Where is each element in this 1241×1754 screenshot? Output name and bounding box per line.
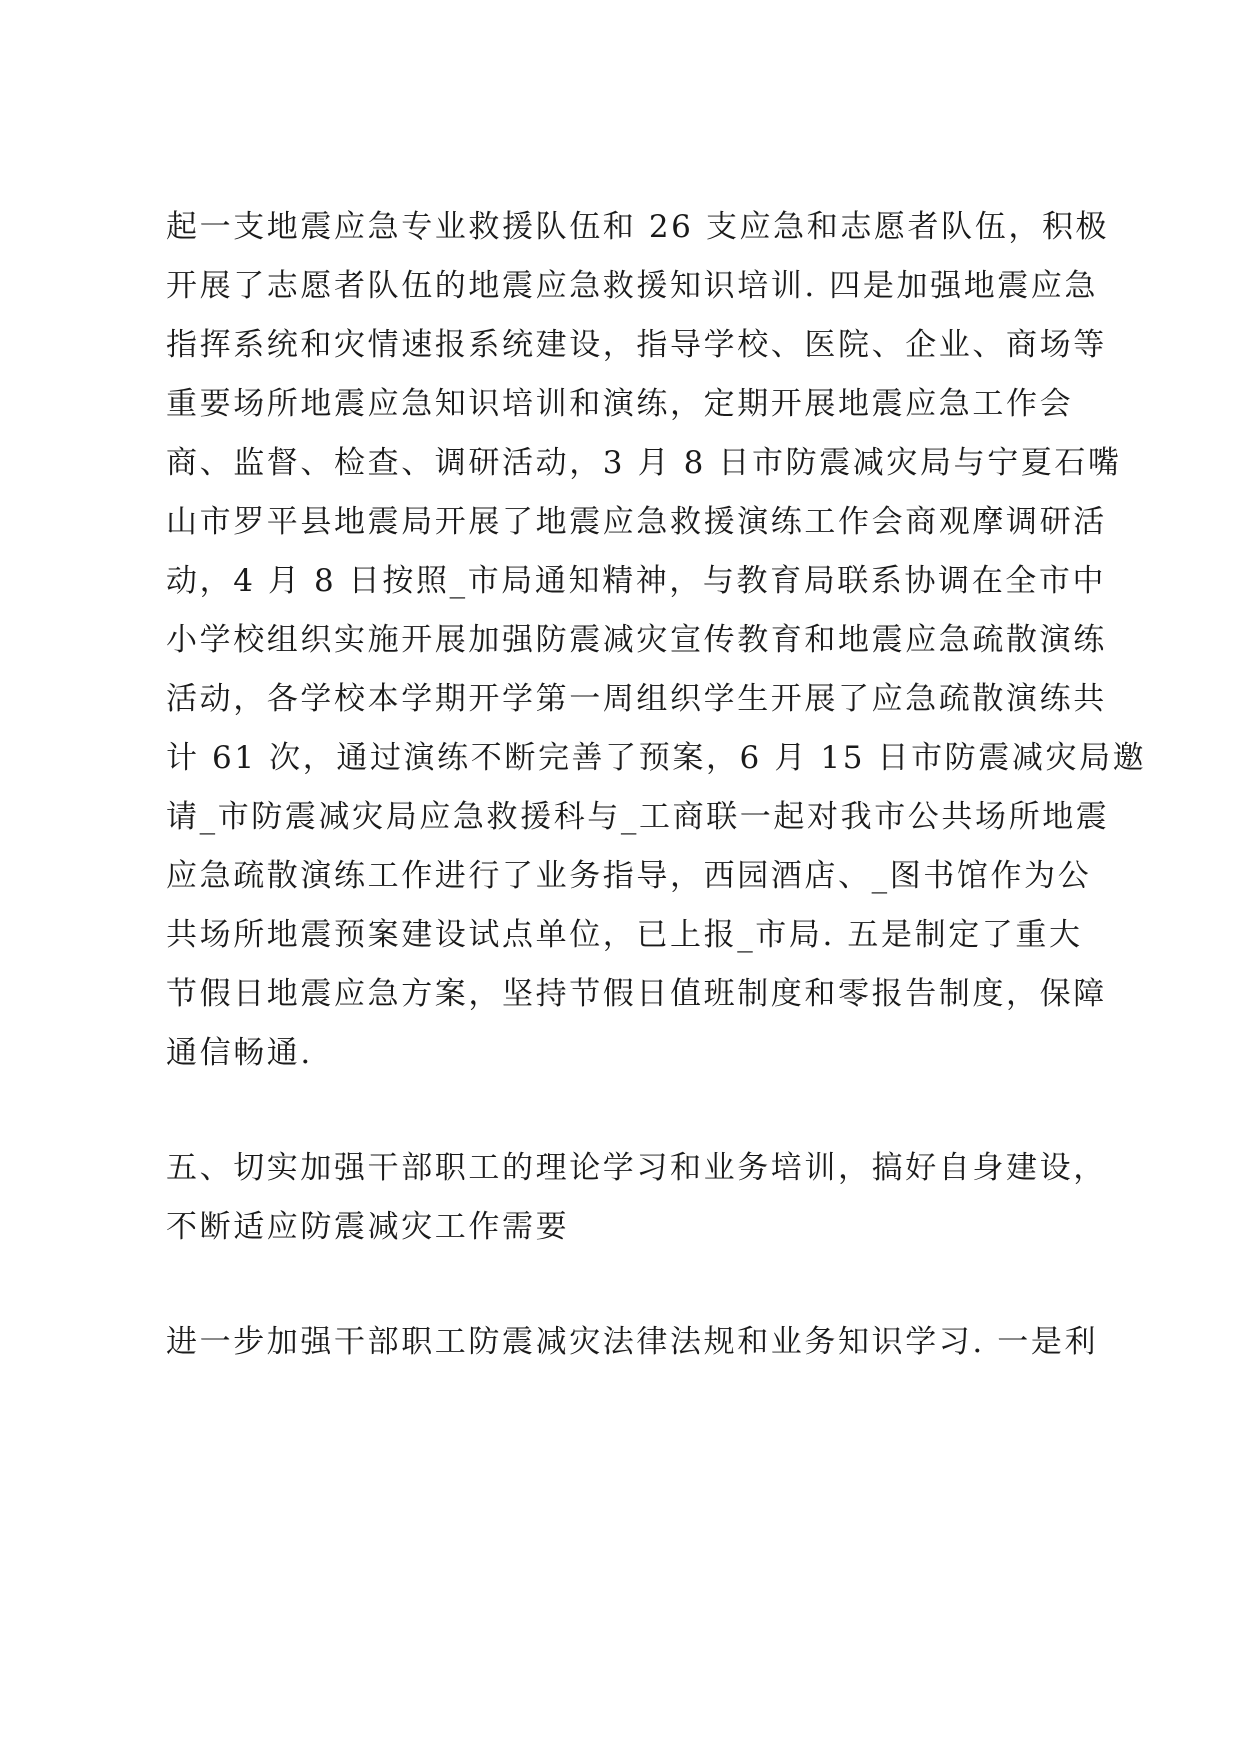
text-line: 起一支地震应急专业救援队伍和 26 支应急和志愿者队伍，积极 xyxy=(166,209,1110,245)
heading-line: 五、切实加强干部职工的理论学习和业务培训，搞好自身建设， xyxy=(166,1150,1107,1186)
text-line: 商、监督、检查、调研活动，3 月 8 日市防震减灾局与宁夏石嘴 xyxy=(166,445,1122,481)
text-line: 请_市防震减灾局应急救援科与_工商联一起对我市公共场所地震 xyxy=(166,799,1110,835)
text-line: 节假日地震应急方案，坚持节假日值班制度和零报告制度，保障 xyxy=(166,976,1107,1012)
text-line: 活动，各学校本学期开学第一周组织学生开展了应急疏散演练共 xyxy=(166,681,1107,717)
text-line: 动，4 月 8 日按照_市局通知精神，与教育局联系协调在全市中 xyxy=(166,563,1107,599)
text-line: 山市罗平县地震局开展了地震应急救援演练工作会商观摩调研活 xyxy=(166,504,1107,540)
text-line: 小学校组织实施开展加强防震减灾宣传教育和地震应急疏散演练 xyxy=(166,622,1107,658)
text-line: 重要场所地震应急知识培训和演练，定期开展地震应急工作会 xyxy=(166,386,1074,422)
text-line: 进一步加强干部职工防震减灾法律法规和业务知识学习. 一是利 xyxy=(166,1324,1099,1360)
text-line: 共场所地震预案建设试点单位，已上报_市局. 五是制定了重大 xyxy=(166,917,1083,953)
text-line: 指挥系统和灾情速报系统建设，指导学校、医院、企业、商场等 xyxy=(166,327,1107,363)
text-line: 计 61 次，通过演练不断完善了预案，6 月 15 日市防震减灾局邀 xyxy=(166,740,1147,776)
heading-line: 不断适应防震减灾工作需要 xyxy=(166,1209,570,1245)
text-line: 应急疏散演练工作进行了业务指导，西园酒店、_图书馆作为公 xyxy=(166,858,1092,894)
text-line: 开展了志愿者队伍的地震应急救援知识培训. 四是加强地震应急 xyxy=(166,268,1099,304)
text-line: 通信畅通. xyxy=(166,1035,313,1071)
